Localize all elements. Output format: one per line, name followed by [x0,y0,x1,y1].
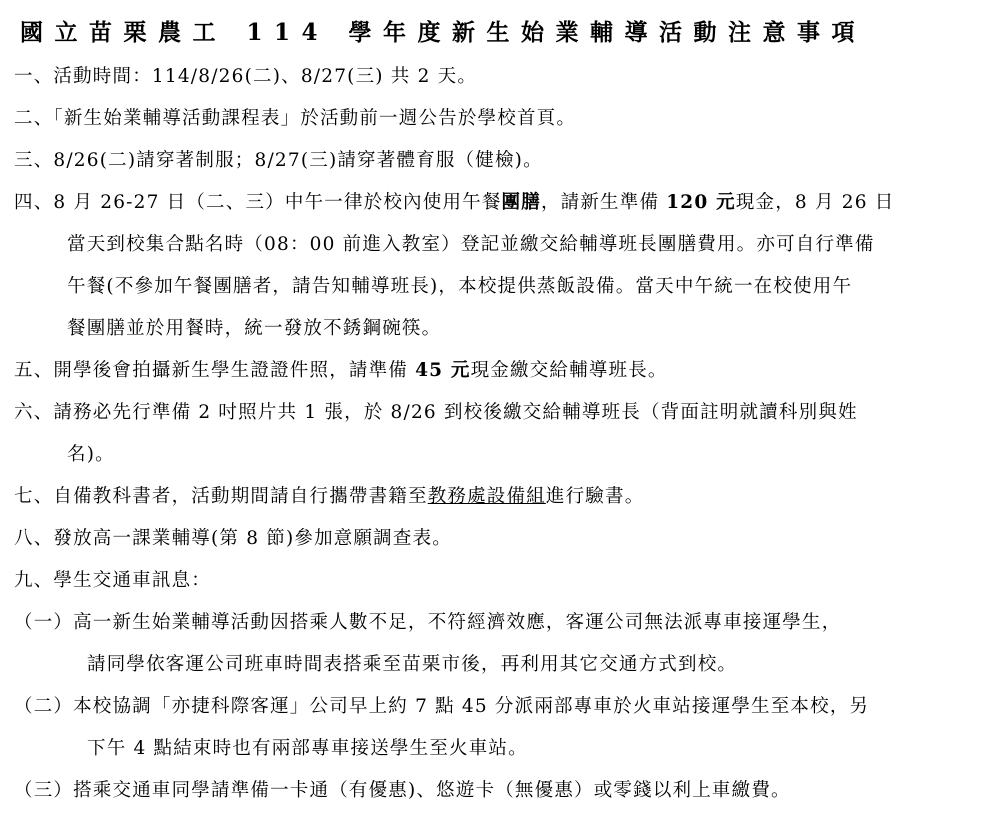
item-8-survey: 八、發放高一課業輔導(第 8 節)參加意願調查表。 [14,528,452,549]
item-4-lunch-line-4: 餐團膳並於用餐時，統一發放不銹鋼碗筷。 [67,318,442,339]
item-5-student-id-photo [14,358,668,384]
item-2-schedule-notice: 二、「新生始業輔導活動課程表」於活動前一週公告於學校首頁。 [14,108,577,129]
item-4-text-a: 四、8 月 26-27 日（二、三）中午一律於校內使用午餐 [14,192,502,213]
item-5-text-a: 五、開學後會拍攝新生學生證證件照，請準備 [14,360,416,381]
sub-item-1-line-2: 請同學依客運公司班車時間表搭乘至苗栗市後，再利用其它交通方式到校。 [87,654,738,675]
item-4-text-b: ，請新生準備 [540,192,667,213]
sub-item-2-line-1: （二）本校協調「亦捷科際客運」公司早上約 7 點 45 分派兩部專車於火車站接運學生至本校，另 [14,696,870,717]
item-7-text-a: 七、自備教科書者，活動期間請自行攜帶書籍至 [14,486,428,507]
item-9-transport-heading: 九、學生交通車訊息： [14,570,212,591]
sub-item-1-line-1: （一）高一新生始業輔導活動因搭乘人數不足，不符經濟效應，客運公司無法派專車接運學生， [14,612,842,633]
item-7-text-b: 進行驗書。 [545,486,645,507]
document-title: 國立苗栗農工 114 學年度新生始業輔導活動注意事項 [20,19,867,46]
item-4-bold-amount: 120 元 [666,192,736,213]
item-3-uniform: 三、8/26(二)請穿著制服；8/27(三)請穿著體育服（健檢)。 [14,150,543,171]
item-7-underlined-office: 教務處設備組 [427,486,546,507]
item-5-bold-amount: 45 元 [415,360,471,381]
item-4-lunch-line-2: 當天到校集合點名時（08：00 前進入教室）登記並繳交給輔導班長團膳費用。亦可自行準備 [67,234,875,255]
sub-item-2-line-2: 下午 4 點結束時也有兩部專車接送學生至火車站。 [87,738,528,759]
item-1-activity-time: 一、活動時間：114/8/26(二)、8/27(三) 共 2 天。 [14,66,478,87]
item-4-bold-group-meal: 團膳 [501,192,541,213]
item-4-lunch-line-1 [14,190,894,216]
item-7-textbooks [14,484,644,510]
sub-item-3: （三）搭乘交通車同學請準備一卡通（有優惠)、悠遊卡（無優惠）或零錢以利上車繳費。 [14,780,791,801]
item-4-lunch-line-3: 午餐(不參加午餐團膳者，請告知輔導班長)，本校提供蒸飯設備。當天中午統一在校使用午 [67,276,853,297]
item-4-text-c: 現金，8 月 26 日 [735,192,895,213]
item-5-text-b: 現金繳交給輔導班長。 [470,360,668,381]
item-6-photo-line-1: 六、請務必先行準備 2 吋照片共 1 張，於 8/26 到校後繳交給輔導班長（背面註明就讀科別與姓 [14,402,858,423]
item-6-photo-line-2: 名)。 [67,444,115,465]
